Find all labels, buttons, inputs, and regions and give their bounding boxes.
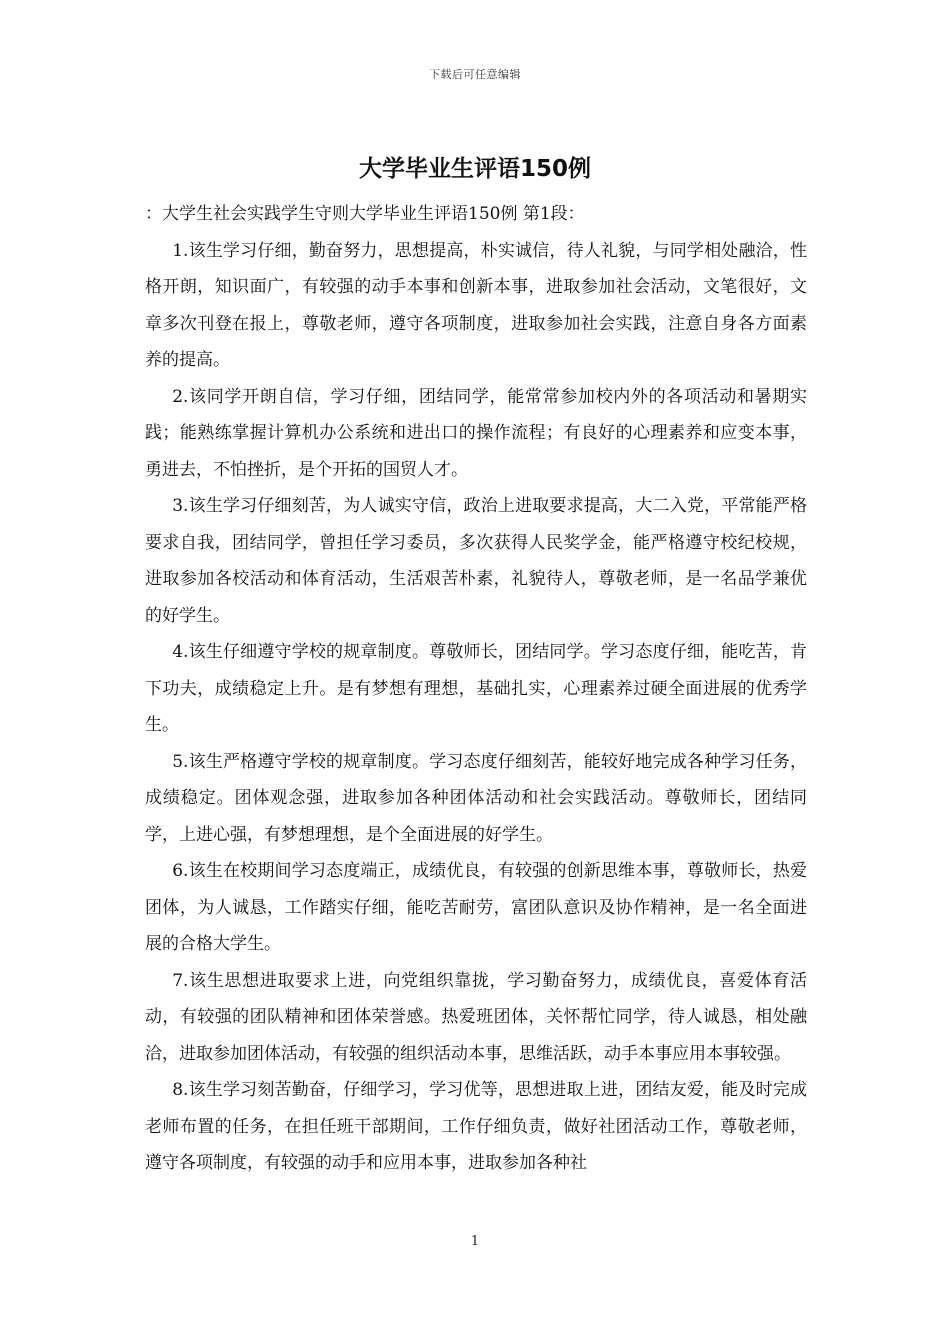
header-note: 下载后可任意编辑 (429, 68, 521, 81)
comment-paragraph-8: 8.该生学习刻苦勤奋，仔细学习，学习优等，思想进取上进，团结友爱，能及时完成老师布置的任务，在担任班干部期间，工作仔细负责，做好社团活动工作，尊敬老师，遵守各项制度，有较强的动手和应用本事，进取参加各种社 (145, 1080, 807, 1173)
comment-paragraph-5: 5.该生严格遵守学校的规章制度。学习态度仔细刻苦，能较好地完成各种学习任务，成绩稳定。团体观念强，进取参加各种团体活动和社会实践活动。尊敬师长，团结同学，上进心强，有梦想理想，是个全面进展的好学生。 (145, 751, 807, 845)
comment-paragraph-3: 3.该生学习仔细刻苦，为人诚实守信，政治上进取要求提高，大二入党，平常能严格要求自我，团结同学，曾担任学习委员，多次获得人民奖学金，能严格遵守校纪校规，进取参加各校活动和体育活动，生活艰苦朴素，礼貌待人，尊敬老师，是一名品学兼优的好学生。 (145, 496, 807, 626)
intro-line: ：大学生社会实践学生守则大学毕业生评语150例 第1段： (145, 204, 585, 224)
comment-paragraph-4: 4.该生仔细遵守学校的规章制度。尊敬师长，团结同学。学习态度仔细，能吃苦，肯下功夫，成绩稳定上升。是有梦想有理想，基础扎实，心理素养过硬全面进展的优秀学生。 (145, 642, 807, 735)
document-title: 大学毕业生评语150例 (358, 156, 591, 182)
page-number: 1 (470, 1234, 480, 1249)
comment-paragraph-7: 7.该生思想进取要求上进，向党组织靠拢，学习勤奋努力，成绩优良，喜爱体育活动，有较强的团队精神和团体荣誉感。热爱班团体，关怀帮忙同学，待人诚恳，相处融洽，进取参加团体活动，有较强的组织活动本事，思维活跃，动手本事应用本事较强。 (145, 970, 807, 1064)
comment-paragraph-2: 2.该同学开朗自信，学习仔细，团结同学，能常常参加校内外的各项活动和暑期实践；能熟练掌握计算机办公系统和进出口的操作流程；有良好的心理素养和应变本事，勇进去，不怕挫折，是个开拓的国贸人才。 (145, 386, 807, 480)
document-body (145, 196, 807, 1182)
comment-paragraph-6: 6.该生在校期间学习态度端正，成绩优良，有较强的创新思维本事，尊敬师长，热爱团体，为人诚恳，工作踏实仔细，能吃苦耐劳，富团队意识及协作精神，是一名全面进展的合格大学生。 (145, 861, 807, 954)
comment-paragraph-1: 1.该生学习仔细，勤奋努力，思想提高，朴实诚信，待人礼貌，与同学相处融洽，性格开朗，知识面广，有较强的动手本事和创新本事，进取参加社会活动，文笔很好，文章多次刊登在报上，尊敬老师，遵守各项制度，进取参加社会实践，注意自身各方面素养的提高。 (145, 240, 807, 370)
